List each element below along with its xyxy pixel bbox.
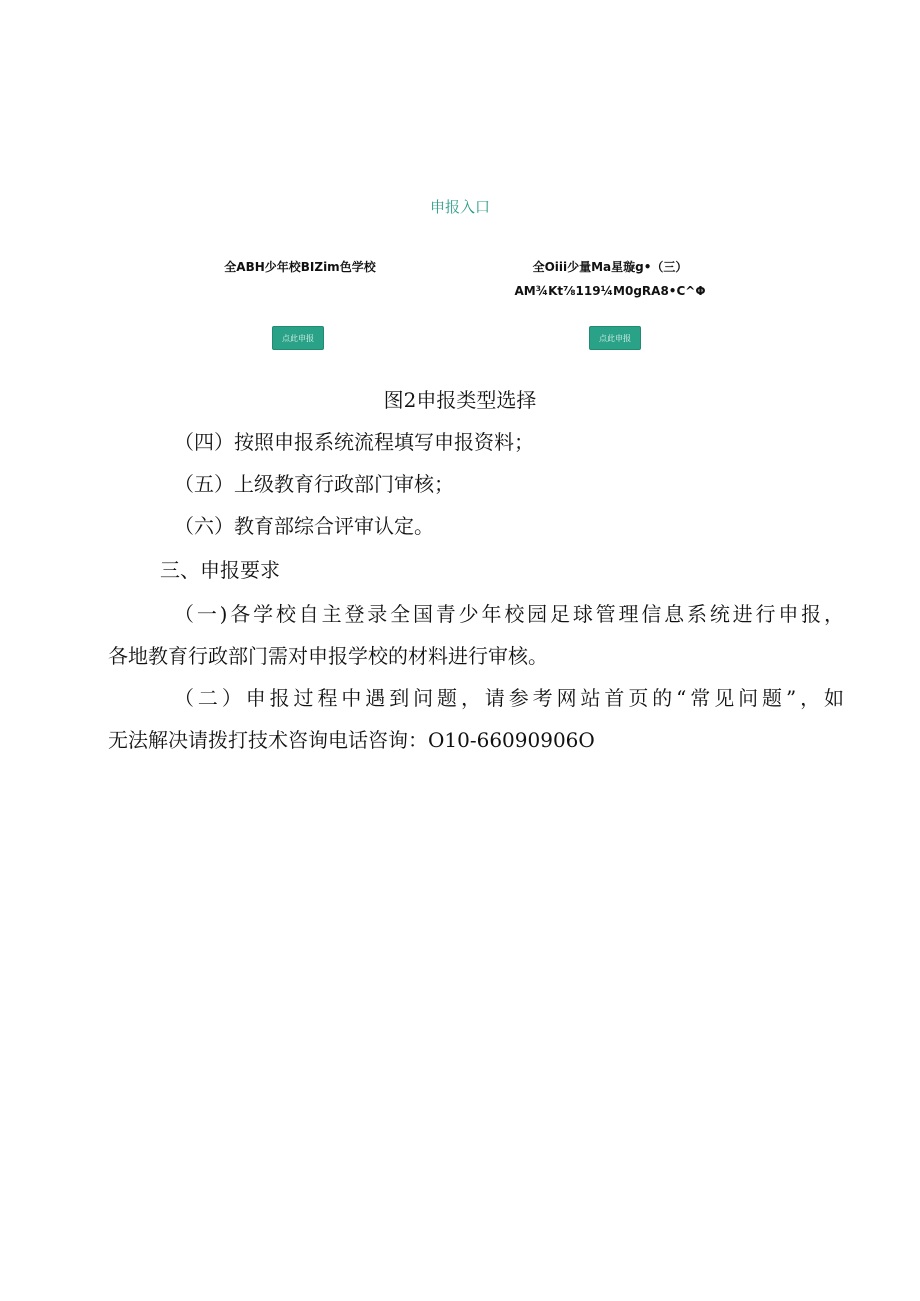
requirement-one-line2: 各地教育行政部门需对申报学校的材料进行审核。 [108,644,548,668]
step-four: （四）按照申报系统流程填写申报资料； [174,430,534,454]
requirement-two-line1: （二）申报过程中遇到问题，请参考网站首页的“常见问题”，如 [174,686,844,710]
apply-button-right[interactable]: 点此申报 [589,326,641,350]
option-right-label-line1: 全Oiii少量Ma星璇g•（三） [532,260,688,274]
option-left-label: 全ABH少年校BIZim色学校 [224,260,376,274]
step-five: （五）上级教育行政部门审核； [174,472,454,496]
requirement-one-line1: （一)各学校自主登录全国青少年校园足球管理信息系统进行申报， [174,602,844,626]
option-right-label-line2: AM¾Kt⅞119¼M0gRA8•C^Φ [514,284,706,298]
figure-header: 申报入口 [429,198,490,216]
section-title: 三、申报要求 [160,558,280,582]
apply-button-left[interactable]: 点此申报 [272,326,324,350]
step-six: （六）教育部综合评审认定。 [174,514,434,538]
requirement-two-line2: 无法解决请拨打技术咨询电话咨询：O10-66090906O [108,728,595,752]
figure-caption: 图2申报类型选择 [383,388,537,412]
